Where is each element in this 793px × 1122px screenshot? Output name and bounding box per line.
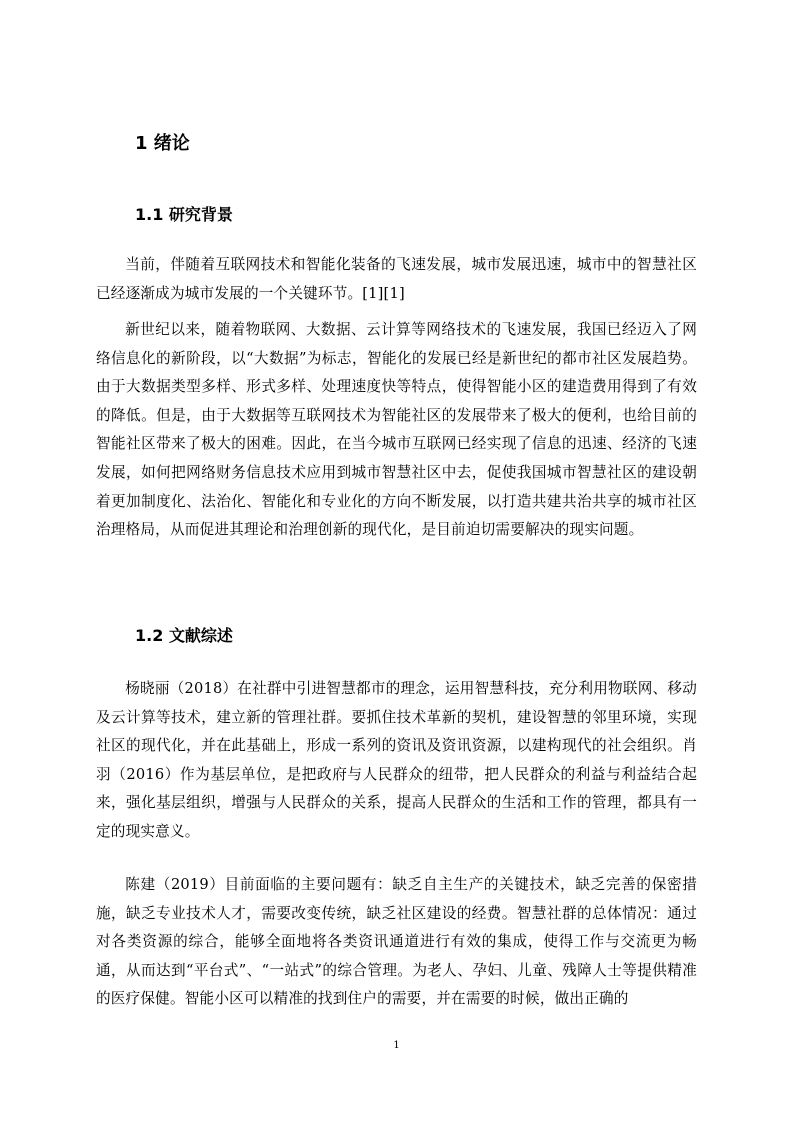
paragraph: 陈建（2019）目前面临的主要问题有：缺乏自主生产的关键技术，缺乏完善的保密措施，缺乏专业技术人才，需要改变传统，缺乏社区建设的经费。智慧社群的总体情况：通过对各类资源的综合，能够全面地将各类资讯通道进行有效的集成，使得工作与交流更为畅通，从而达到“平台式”、“一站式”的综合管理。为老人、孕妇、儿童、残障人士等提供精准的医疗保健。智能小区可以精准的找到住户的需要，并在需要的时候，做出正确的 [96, 876, 697, 1008]
section-heading-research-background: 1.1 研究背景 [135, 205, 233, 224]
chapter-title: 1 绪论 [135, 133, 190, 154]
paragraph: 杨晓丽（2018）在社群中引进智慧都市的理念，运用智慧科技，充分利用物联网、移动及云计算等技术，建立新的管理社群。要抓住技术革新的契机，建设智慧的邻里环境，实现社区的现代化，并在此基础上，形成一系列的资讯及资讯资源，以建构现代的社会组织。肖羽（2016）作为基层单位，是把政府与人民群众的纽带，把人民群众的利益与利益结合起来，强化基层组织，增强与人民群众的关系，提高人民群众的生活和工作的管理，都具有一定的现实意义。 [96, 680, 697, 840]
page-number: 1 [393, 1040, 400, 1051]
paragraph: 当前，伴随着互联网技术和智能化装备的飞速发展，城市发展迅速，城市中的智慧社区已经逐渐成为城市发展的一个关键环节。[1][1] [96, 256, 697, 302]
paragraph: 新世纪以来，随着物联网、大数据、云计算等网络技术的飞速发展，我国已经迈入了网络信息化的新阶段，以“大数据”为标志，智能化的发展已经是新世纪的都市社区发展趋势。由于大数据类型多样、形式多样、处理速度快等特点，使得智能小区的建造费用得到了有效的降低。但是，由于大数据等互联网技术为智能社区的发展带来了极大的便利，也给目前的智能社区带来了极大的困难。因此，在当今城市互联网已经实现了信息的迅速、经济的飞速发展，如何把网络财务信息技术应用到城市智慧社区中去，促使我国城市智慧社区的建设朝着更加制度化、法治化、智能化和专业化的方向不断发展，以打造共建共治共享的城市社区治理格局，从而促进其理论和治理创新的现代化，是目前迫切需要解决的现实问题。 [96, 321, 697, 539]
section-heading-literature-review: 1.2 文献综述 [135, 626, 233, 645]
